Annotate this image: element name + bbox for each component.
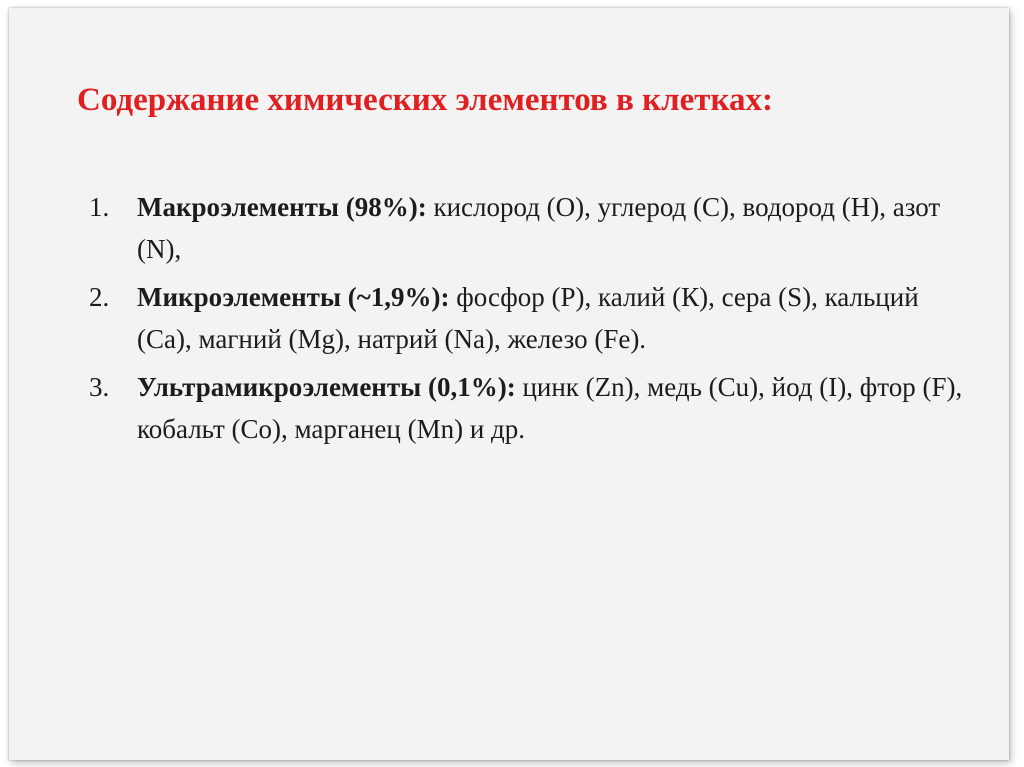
item-text: цинк (Zn), медь (Cu), йод (I), фтор (F), кобальт (Со), марганец (Mn) и др. [137,372,963,444]
slide-title: Содержание химических элементов в клетках: [77,82,773,118]
list-item-microelements [89,276,969,360]
list-item-ultramicroelements [89,366,969,450]
item-heading: Ультрамикроэлементы (0,1%): [137,372,516,402]
item-heading: Макроэлементы (98%): [137,192,427,222]
slide [9,8,1009,760]
list-item-macroelements [89,186,969,270]
item-text: кислород (О), углерод (С), водород (Н), азот (N), [137,192,941,264]
item-number: 1. [89,192,110,222]
item-text: фосфор (Р), калий (К), сера (S), кальций (Са), магний (Mg), натрий (Na), железо (Fe). [137,282,919,354]
item-number: 3. [89,372,110,402]
item-heading: Микроэлементы (~1,9%): [137,282,450,312]
item-number: 2. [89,282,110,312]
element-list [89,186,969,456]
